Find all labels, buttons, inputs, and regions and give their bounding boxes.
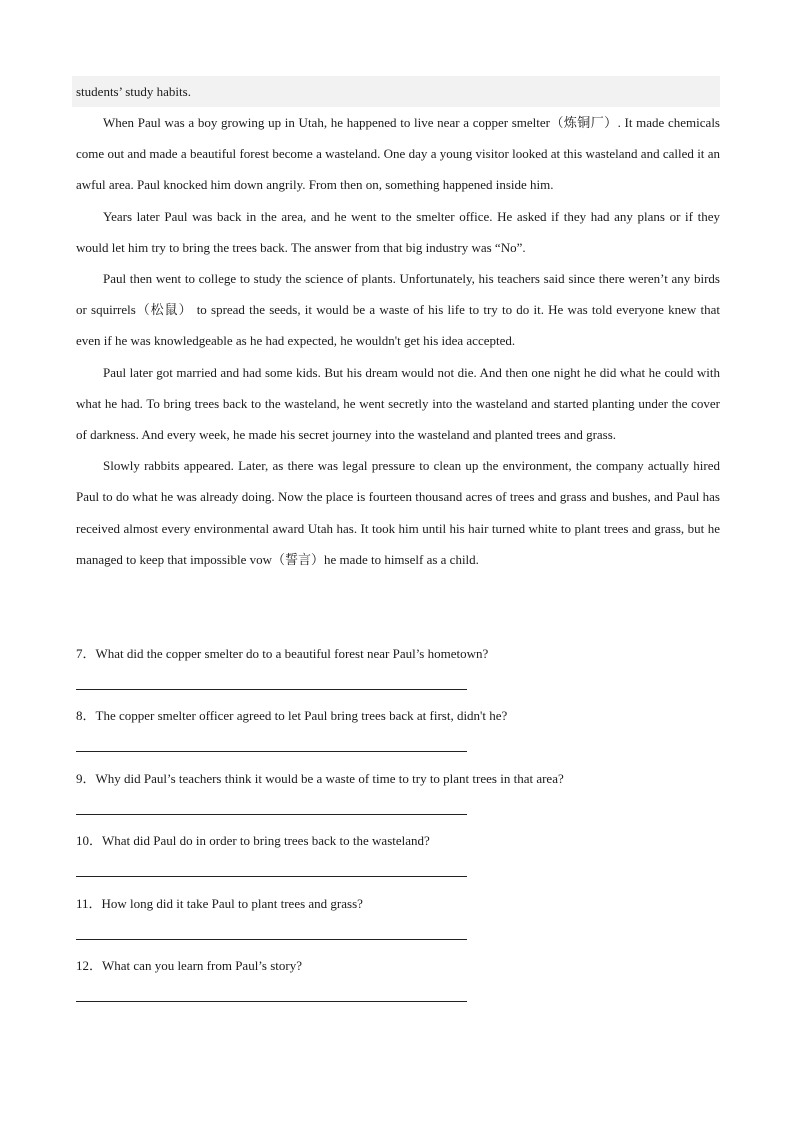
answer-line bbox=[76, 751, 467, 752]
question-text: 7．What did the copper smelter do to a beautiful forest near Paul’s hometown? bbox=[76, 646, 489, 661]
answer-line bbox=[76, 689, 467, 690]
question-text: 11．How long did it take Paul to plant trees and grass? bbox=[76, 895, 363, 911]
paragraph-2: Years later Paul was back in the area, and he went to the smelter office. He asked if they had any plans or if they would let him try to bring the trees back. The answer from that big industry was “No”. bbox=[76, 208, 720, 255]
paragraph-3: Paul then went to college to study the science of plants. Unfortunately, his teachers said since there weren’t any birds or squirrels（松鼠） to spread the seeds, it would be a waste of his life to try to do it. He was told everyone knew that even if he was knowledgeable as he had expected, he wouldn't get his idea accepted. bbox=[76, 271, 720, 349]
paragraph-5: Slowly rabbits appeared. Later, as there was legal pressure to clean up the environment, the company actually hired Paul to do what he was already doing. Now the place is fourteen thousand acres of trees and grass and bushes, and Paul has received almost every environmental award Utah has. It took him until his hair turned white to plant trees and grass, but he managed to keep that impossible vow（誓言）he made to himself as a child. bbox=[76, 458, 720, 567]
paragraph-1: When Paul was a boy growing up in Utah, he happened to live near a copper smelter（炼铜厂）. It made chemicals come out and made a beautiful forest become a wasteland. One day a young visitor looked at this wasteland and called it an awful area. Paul knocked him down angrily. From then on, something happened inside him. bbox=[76, 115, 720, 193]
question-text: 10．What did Paul do in order to bring trees back to the wasteland? bbox=[76, 833, 430, 849]
question-12 bbox=[76, 953, 720, 1015]
question-list bbox=[76, 641, 720, 1015]
question-10 bbox=[76, 828, 720, 890]
question-text: 8．The copper smelter officer agreed to let Paul bring trees back at first, didn't he? bbox=[76, 708, 508, 724]
question-9 bbox=[76, 766, 720, 828]
carryover-line: students’ study habits. bbox=[72, 76, 720, 107]
question-text: 12．What can you learn from Paul’s story? bbox=[76, 957, 302, 973]
answer-line bbox=[76, 1001, 467, 1002]
passage bbox=[76, 76, 720, 575]
question-text: 9．Why did Paul’s teachers think it would be a waste of time to try to plant trees in that area? bbox=[76, 770, 564, 786]
question-11 bbox=[76, 891, 720, 953]
answer-line bbox=[76, 814, 467, 815]
answer-line bbox=[76, 939, 467, 940]
question-7 bbox=[76, 641, 720, 703]
answer-line bbox=[76, 876, 467, 877]
question-8 bbox=[76, 703, 720, 765]
paragraph-4: Paul later got married and had some kids. But his dream would not die. And then one night he did what he could with what he had. To bring trees back to the wasteland, he went secretly into the wasteland and started planting under the cover of darkness. And every week, he made his secret journey into the wasteland and planted trees and grass. bbox=[76, 364, 720, 443]
